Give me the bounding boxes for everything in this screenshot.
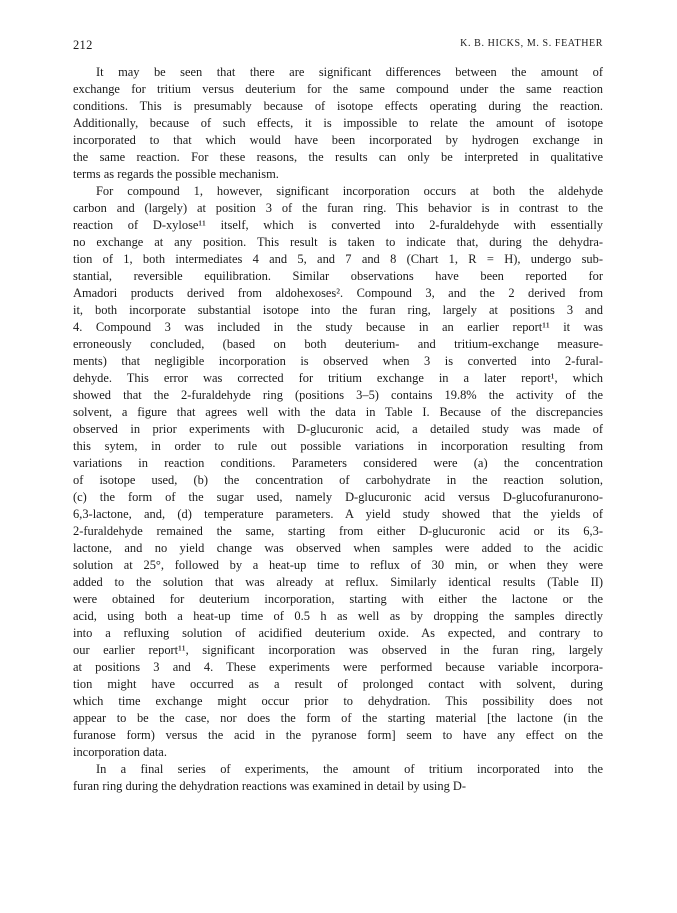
text-line: exchange for tritium versus deuterium for the same compound under the same reaction xyxy=(73,82,603,96)
text-line: the same reaction. For these reasons, the results can only be interpreted in qualitative xyxy=(73,150,603,164)
text-line: terms as regards the possible mechanism. xyxy=(73,167,279,181)
text-line: observed in prior experiments with D-glucuronic acid, a detailed study was made of xyxy=(73,422,603,436)
running-head: K. B. HICKS, M. S. FEATHER xyxy=(460,38,603,49)
text-line: were obtained for deuterium incorporation, starting with either the lactone or the xyxy=(73,592,603,606)
text-line: furanose form) versus the acid in the pyranose form] seem to have any effect on the xyxy=(73,728,603,742)
text-line: at positions 3 and 4. These experiments were performed because variable incorpora- xyxy=(73,660,603,674)
page-header xyxy=(73,38,603,53)
text-line: It may be seen that there are significant differences between the amount of xyxy=(96,65,603,79)
text-line: reaction of D-xylose¹¹ itself, which is converted into 2-furaldehyde with essentially xyxy=(73,218,603,232)
text-line: 6,3-lactone, and, (d) temperature parameters. A yield study showed that the yields of xyxy=(73,507,603,521)
text-line: it, both incorporate substantial isotope into the furan ring, largely at positions 3 and xyxy=(73,303,603,317)
paragraph xyxy=(73,64,603,183)
paragraph xyxy=(73,183,603,761)
text-line: carbon and (largely) at position 3 of the furan ring. This behavior is in contrast to the xyxy=(73,201,603,215)
text-line: conditions. This is presumably because of isotope effects operating during the reaction. xyxy=(73,99,603,113)
page-number: 212 xyxy=(73,38,93,52)
text-line: (c) the form of the sugar used, namely D-glucuronic acid versus D-glucofuranurono- xyxy=(73,490,603,504)
text-line: ments) that negligible incorporation is observed when 3 is converted into 2-fural- xyxy=(73,354,603,368)
text-line: In a final series of experiments, the amount of tritium incorporated into the xyxy=(96,762,603,776)
text-line: acid, using both a heat-up time of 0.5 h as well as by dropping the samples directly xyxy=(73,609,603,623)
text-line: showed that the 2-furaldehyde ring (positions 3–5) contains 19.8% the activity of the xyxy=(73,388,603,402)
text-line: dehyde. This error was corrected for tritium exchange in a later report¹, which xyxy=(73,371,603,385)
text-line: of isotope used, (b) the concentration of carbohydrate in the reaction solution, xyxy=(73,473,603,487)
text-line: which time exchange might occur prior to dehydration. This possibility does not xyxy=(73,694,603,708)
text-line: incorporated to that which would have been incorporated by hydrogen exchange in xyxy=(73,133,603,147)
text-line: erroneously concluded, (based on both deuterium- and tritium-exchange measure- xyxy=(73,337,603,351)
text-line: variations in reaction conditions. Parameters considered were (a) the concentration xyxy=(73,456,603,470)
text-line: solvent, a figure that agrees well with the data in Table I. Because of the discrepancies xyxy=(73,405,603,419)
text-line: appear to be the case, nor does the form of the starting material [the lactone (in the xyxy=(73,711,603,725)
paragraph xyxy=(73,761,603,795)
text-line: solution at 25°, followed by a heat-up time to reflux of 30 min, or when they were xyxy=(73,558,603,572)
text-line: Amadori products derived from aldohexoses². Compound 3, and the 2 derived from xyxy=(73,286,603,300)
body-text xyxy=(73,64,603,795)
text-line: Additionally, because of such effects, it is impossible to relate the amount of isotope xyxy=(73,116,603,130)
text-line: 2-furaldehyde remained the same, starting from either D-glucuronic acid or its 6,3- xyxy=(73,524,603,538)
text-line: 4. Compound 3 was included in the study because in an earlier report¹¹ it was xyxy=(73,320,603,334)
text-line: stantial, reversible equilibration. Similar observations have been reported for xyxy=(73,269,603,283)
text-line: added to the solution that was already at reflux. Similarly identical results (Table II) xyxy=(73,575,603,589)
text-line: For compound 1, however, significant incorporation occurs at both the aldehyde xyxy=(96,184,603,198)
text-line: tion of 1, both intermediates 4 and 5, and 7 and 8 (Chart 1, R = H), undergo sub- xyxy=(73,252,603,266)
text-line: lactone, and no yield change was observed when samples were added to the acidic xyxy=(73,541,603,555)
text-line: into a refluxing solution of acidified deuterium oxide. As expected, and contrary to xyxy=(73,626,603,640)
text-line: incorporation data. xyxy=(73,745,167,759)
text-line: furan ring during the dehydration reactions was examined in detail by using D- xyxy=(73,779,467,793)
text-line: no exchange at any position. This result is taken to indicate that, during the dehydra- xyxy=(73,235,603,249)
text-line: our earlier report¹¹, significant incorporation was observed in the furan ring, largely xyxy=(73,643,603,657)
text-line: this sytem, in order to rule out possible variations in incorporation resulting from xyxy=(73,439,603,453)
text-line: tion might have occurred as a result of prolonged contact with solvent, during xyxy=(73,677,603,691)
